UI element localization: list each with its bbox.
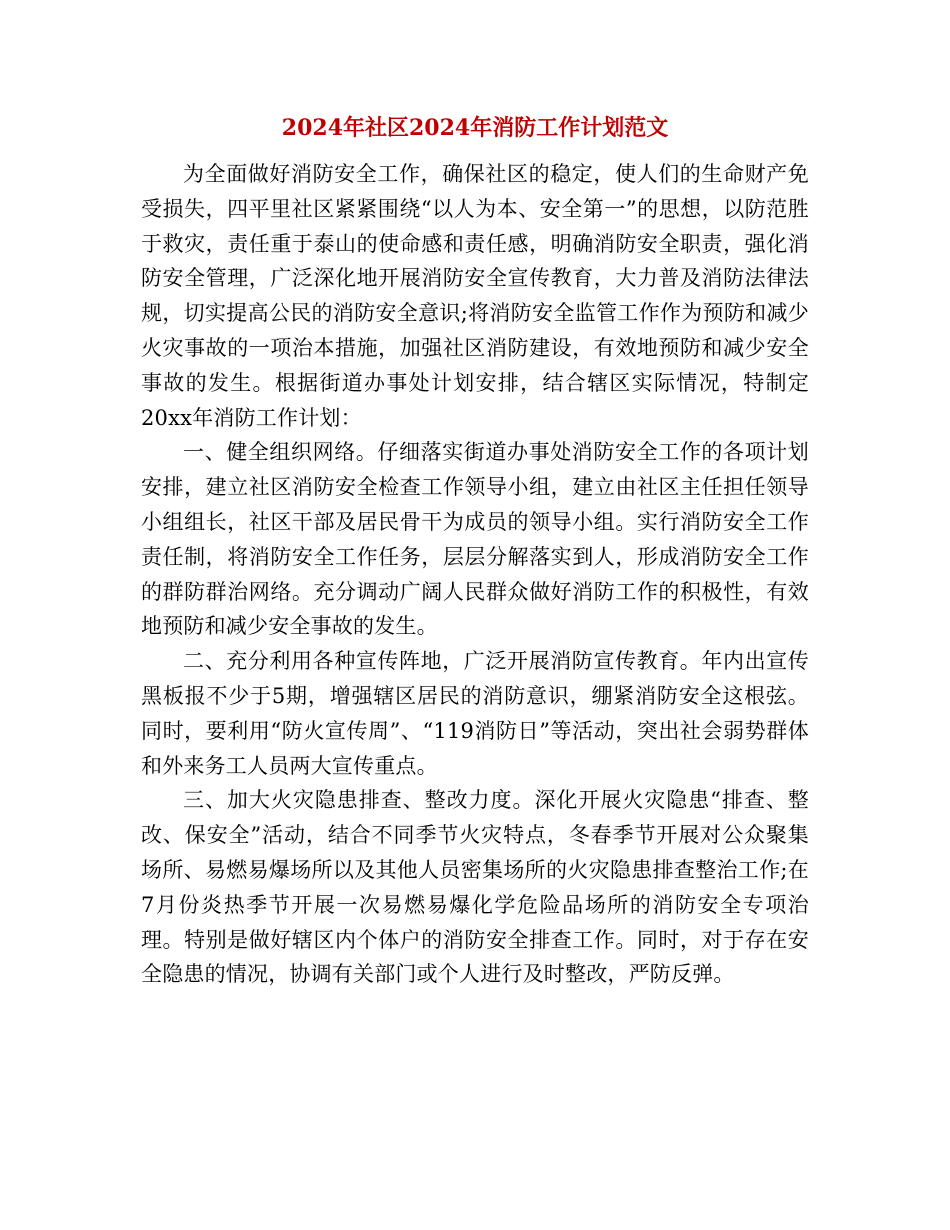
paragraph-hazard-inspection: 三、加大火灾隐患排查、整改力度。深化开展火灾隐患“排查、整改、保安全”活动，结合不同季节火灾特点，冬春季节开展对公众聚集场所、易燃易爆场所以及其他人员密集场所的火灾隐患排查整治工作;在7月份炎热季节开展一次易燃易爆化学危险品场所的消防安全专项治理。特别是做好辖区内个体户的消防安全排查工作。同时，对于存在安全隐患的情况，协调有关部门或个人进行及时整改，严防反弹。 xyxy=(141,788,809,987)
document-body xyxy=(141,157,809,992)
paragraph-organization-network: 一、健全组织网络。仔细落实街道办事处消防安全工作的各项计划安排，建立社区消防安全检查工作领导小组，建立由社区主任担任领导小组组长，社区干部及居民骨干为成员的领导小组。实行消防安全工作责任制，将消防安全工作任务，层层分解落实到人，形成消防安全工作的群防群治网络。充分调动广阔人民群众做好消防工作的积极性，有效地预防和减少安全事故的发生。 xyxy=(141,440,809,639)
paragraph-publicity-education: 二、充分利用各种宣传阵地，广泛开展消防宣传教育。年内出宣传黑板报不少于5期，增强辖区居民的消防意识，绷紧消防安全这根弦。同时，要利用“防火宣传周”、“119消防日”等活动，突出社会弱势群体和外来务工人员两大宣传重点。 xyxy=(141,649,809,778)
document-title: 2024年社区2024年消防工作计划范文 xyxy=(281,115,669,141)
paragraph-intro: 为全面做好消防安全工作，确保社区的稳定，使人们的生命财产免受损失，四平里社区紧紧围绕“以人为本、安全第一”的思想，以防范胜于救灾，责任重于泰山的使命感和责任感，明确消防安全职责，强化消防安全管理，广泛深化地开展消防安全宣传教育，大力普及消防法律法规，切实提高公民的消防安全意识;将消防安全监管工作作为预防和减少火灾事故的一项治本措施，加强社区消防建设，有效地预防和减少安全事故的发生。根据街道办事处计划安排，结合辖区实际情况，特制定20xx年消防工作计划： xyxy=(141,162,809,430)
